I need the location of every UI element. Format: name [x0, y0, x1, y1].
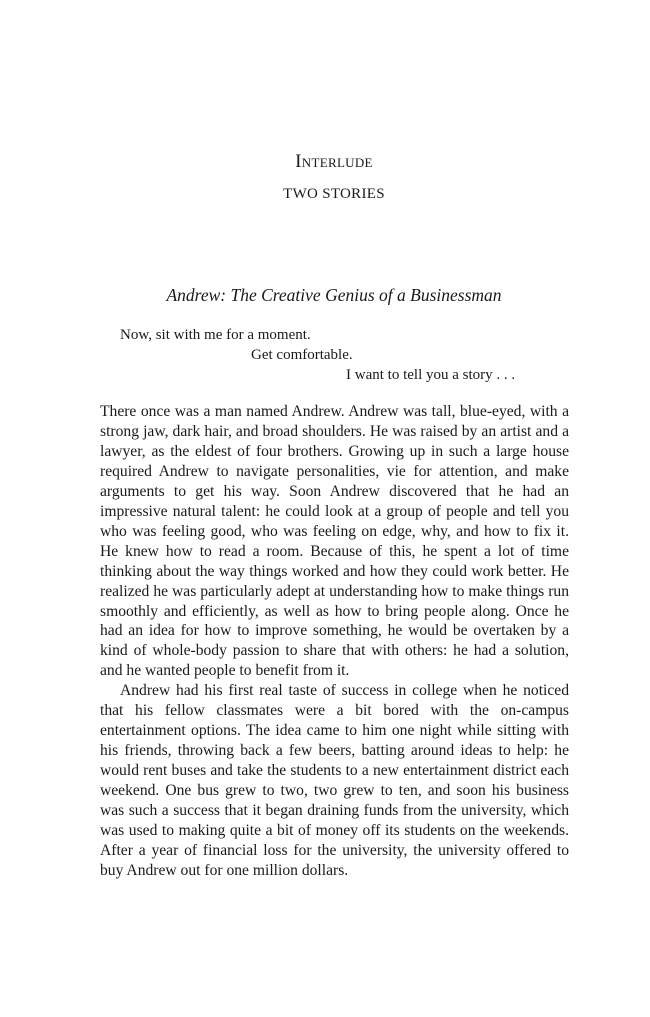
body-paragraph-1: There once was a man named Andrew. Andrew was tall, blue-eyed, with a strong jaw, dark hair, and broad shoulders. He was raised by an artist and a lawyer, as the eldest of four brothers. Growing up in such a large house required Andrew to navigate personalities, vie for attention, and make arguments to get his way. Soon Andrew discovered that he had an impressive natural talent: he could look at a group of people and tell you who was feeling good, who was feeling on edge, why, and how to fix it. He knew how to read a room. Because of this, he spent a lot of time thinking about the way things worked and how they could work better. He realized he was particularly adept at understanding how to make things run smoothly and efficiently, as well as how to bring people along. Once he had an idea for how to improve something, he would be overtaken by a kind of whole-body passion to share that with others: he had a solution, and he wanted people to benefit from it. — [100, 403, 569, 680]
epigraph-line-3: I want to tell you a story . . . — [346, 367, 516, 383]
section-title: Andrew: The Creative Genius of a Businessman — [166, 285, 502, 305]
body-paragraph-2: Andrew had his first real taste of success in college when he noticed that his fellow classmates were a bit bored with the on-campus entertainment options. The idea came to him one night while sitting with his friends, throwing back a few beers, batting around ideas to help: he would rent buses and take the students to a new entertainment district each weekend. One bus grew to two, two grew to ten, and soon his business was such a success that it began draining funds from the university, which was used to making quite a bit of money off its students on the weekends. After a year of financial loss for the university, the university offered to buy Andrew out for one million dollars. — [100, 682, 569, 879]
epigraph-line-2: Get comfortable. — [251, 347, 353, 363]
body-text — [100, 402, 569, 881]
epigraph-line-1: Now, sit with me for a moment. — [120, 327, 311, 343]
chapter-heading: Interlude — [295, 151, 373, 172]
chapter-subtitle: TWO STORIES — [283, 186, 385, 202]
